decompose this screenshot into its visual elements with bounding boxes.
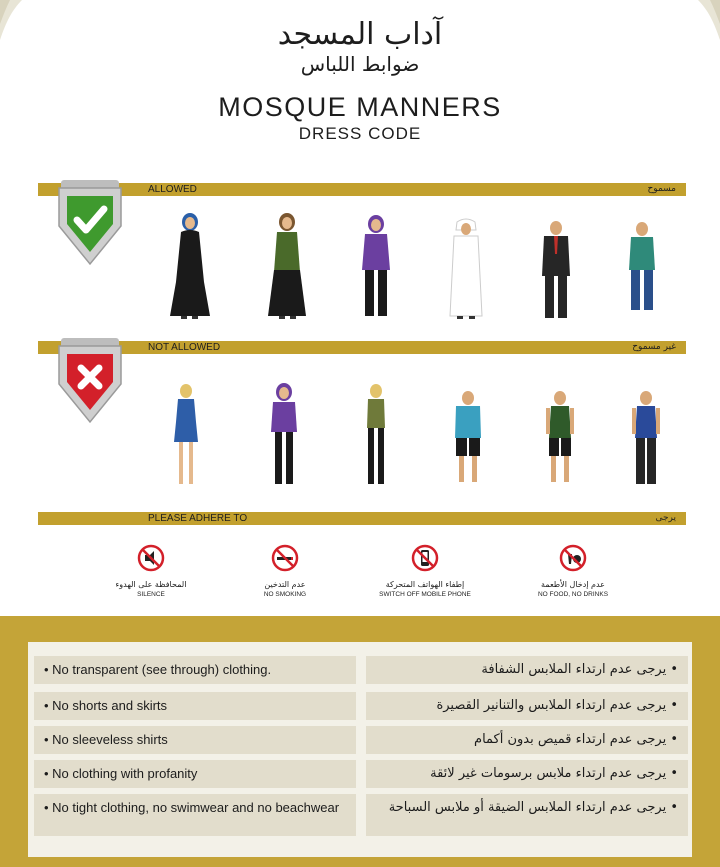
no-mobile-phone-icon	[411, 544, 439, 572]
woman-purple-hijab-icon	[356, 214, 396, 322]
man-casual-jeans-icon	[622, 220, 662, 324]
not-allowed-band	[38, 341, 686, 354]
page-subtitle: DRESS CODE	[298, 124, 422, 143]
allowed-label: ALLOWED	[148, 184, 197, 195]
silence-english: SILENCE	[137, 591, 165, 598]
adhere-item-silence	[86, 544, 216, 598]
rules-section	[0, 616, 720, 867]
allowed-figures	[150, 212, 690, 324]
adhere-item-no-food	[508, 544, 638, 598]
adhere-arabic-label: يرجى	[655, 513, 676, 523]
no-speaking-icon	[137, 544, 165, 572]
adhere-item-no-mobile	[360, 544, 490, 598]
no-mobile-english: SWITCH OFF MOBILE PHONE	[379, 591, 471, 598]
no-food-arabic: عدم إدخال الأطعمة	[541, 580, 605, 589]
cross-badge-icon	[53, 338, 127, 428]
adhere-label: PLEASE ADHERE TO	[148, 513, 248, 524]
adhere-band	[38, 512, 686, 525]
no-smoking-arabic: عدم التدخين	[264, 580, 306, 589]
allowed-band	[38, 183, 686, 196]
arabic-title: آداب المسجد	[277, 17, 443, 52]
rule-english: • No clothing with profanity	[34, 760, 356, 788]
rule-arabic: • يرجى عدم ارتداء قميص بدون أكمام	[366, 726, 688, 754]
woman-abaya-icon	[164, 212, 214, 322]
rule-english: • No shorts and skirts	[34, 692, 356, 720]
arabic-subtitle: ضوابط اللباس	[300, 52, 420, 76]
rules-panel	[28, 642, 692, 857]
rule-arabic: • يرجى عدم ارتداء ملابس برسومات غير لائقة	[366, 760, 688, 788]
no-food-english: NO FOOD, NO DRINKS	[537, 591, 609, 598]
woman-tight-clothing-icon	[358, 382, 394, 490]
no-food-drink-icon	[559, 544, 587, 572]
woman-short-dress-icon	[168, 382, 204, 490]
no-mobile-arabic: إطفاء الهواتف المتحركة	[385, 580, 465, 589]
adhere-item-no-smoking	[220, 544, 350, 598]
no-smoking-icon	[271, 544, 299, 572]
rule-arabic: • يرجى عدم ارتداء الملابس الضيقة أو ملابس السباحة	[366, 794, 688, 836]
rule-english: • No transparent (see through) clothing.	[34, 656, 356, 684]
not-allowed-figures	[150, 382, 690, 492]
man-sleeveless-pants-icon	[626, 390, 666, 490]
man-sleeveless-shorts-icon	[540, 390, 580, 490]
check-badge-icon	[53, 180, 127, 270]
no-smoking-english: NO SMOKING	[263, 591, 307, 598]
not-allowed-label: NOT ALLOWED	[148, 342, 221, 353]
page-title: MOSQUE MANNERS	[218, 92, 502, 122]
man-kandura-icon	[443, 216, 489, 324]
rule-english: • No tight clothing, no swimwear and no beachwear	[34, 794, 356, 836]
allowed-arabic-label: مسموح	[647, 184, 676, 194]
woman-purple-top-icon	[264, 382, 304, 490]
woman-green-dress-icon	[262, 212, 312, 322]
rule-english: • No sleeveless shirts	[34, 726, 356, 754]
silence-arabic: المحافظة على الهدوء	[115, 580, 187, 589]
not-allowed-arabic-label: غير مسموح	[632, 342, 676, 352]
man-suit-icon	[536, 218, 576, 324]
rule-arabic: • يرجى عدم ارتداء الملابس الشفافة	[366, 656, 688, 684]
rule-arabic: • يرجى عدم ارتداء الملابس والتنانير القصيرة	[366, 692, 688, 720]
man-shorts-tshirt-icon	[448, 390, 488, 490]
